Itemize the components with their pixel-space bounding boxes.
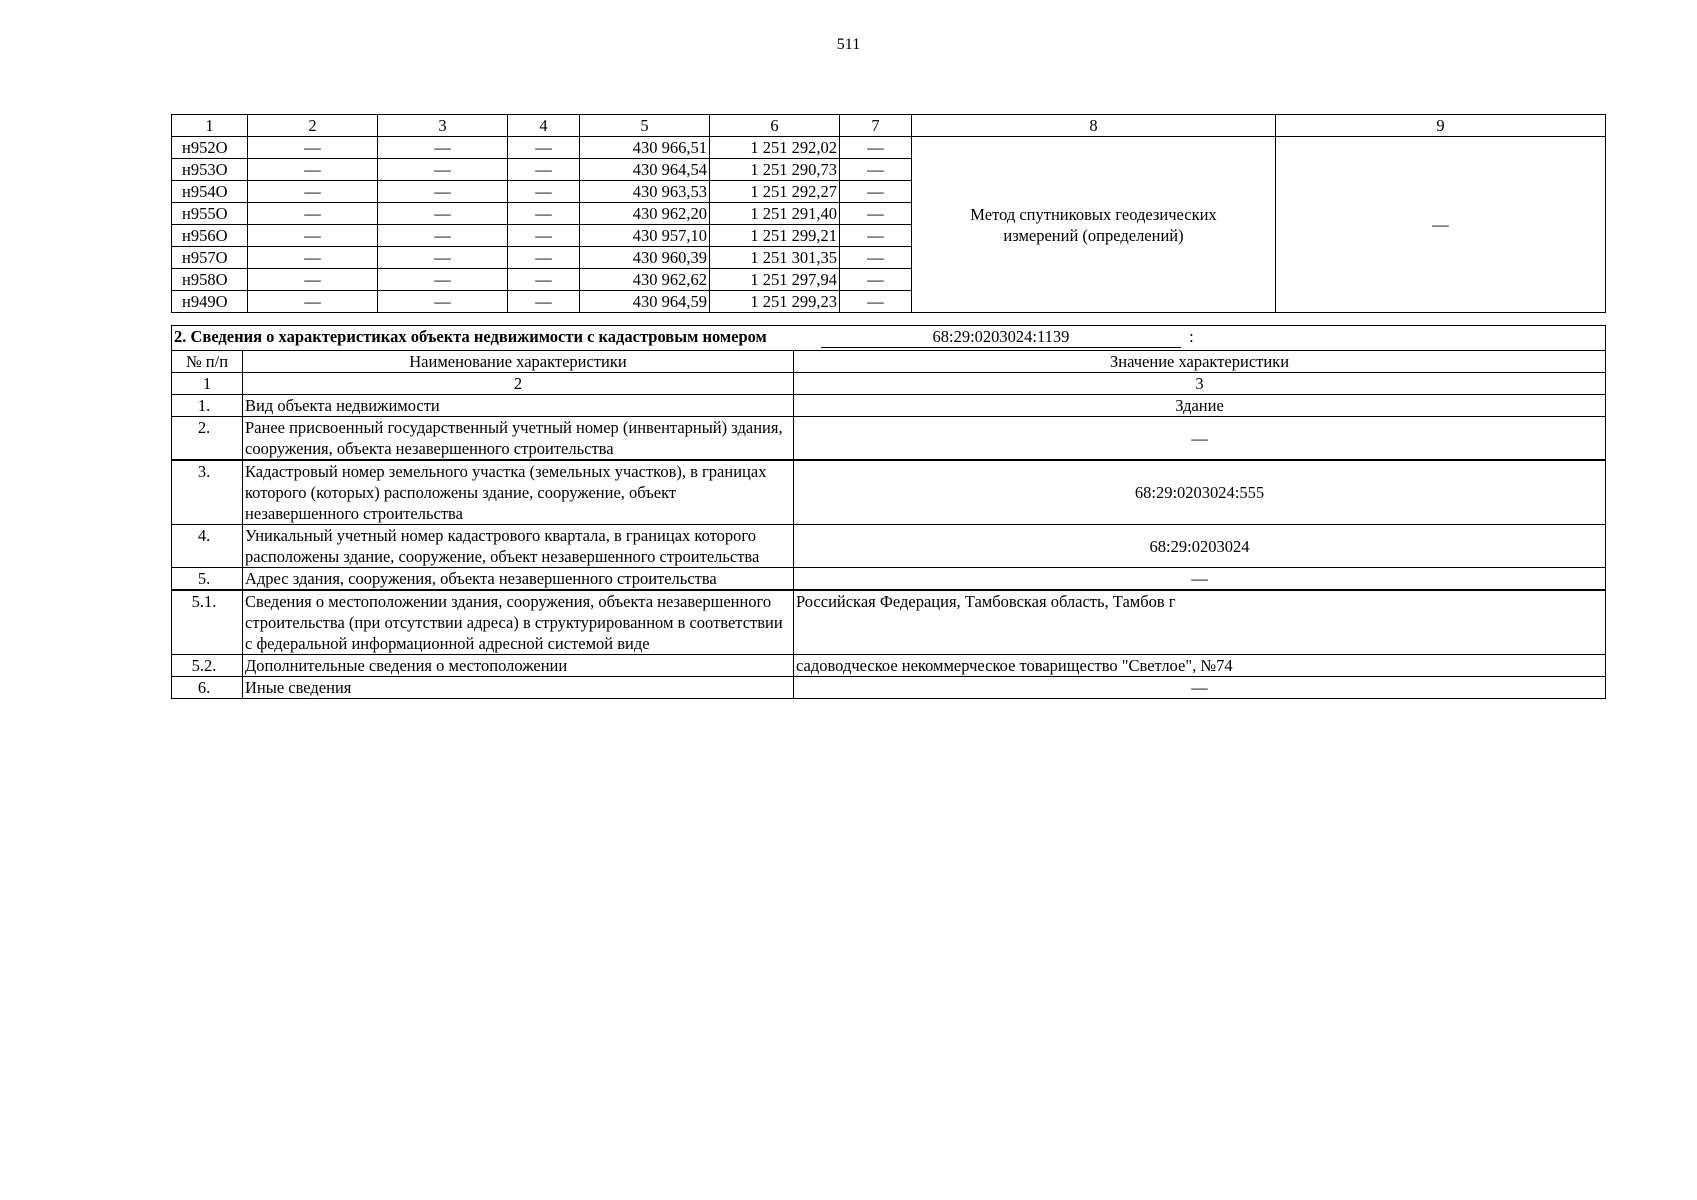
characteristic-value: — [794, 568, 1606, 591]
cell: — [508, 291, 580, 313]
coord-y: 1 251 299,21 [710, 225, 840, 247]
table-row [172, 677, 1606, 699]
col-number: 1 [172, 373, 243, 395]
cell: — [248, 159, 378, 181]
cell: — [840, 159, 912, 181]
cell: — [378, 269, 508, 291]
col-header: 5 [580, 115, 710, 137]
characteristic-value: Российская Федерация, Тамбовская область, Тамбов г [794, 590, 1606, 655]
method-cell: Метод спутниковых геодезических измерений (определений) [912, 137, 1276, 313]
cell: — [378, 137, 508, 159]
characteristic-value: Здание [794, 395, 1606, 417]
characteristic-name: Ранее присвоенный государственный учетный номер (инвентарный) здания, сооружения, объекта незавершенного строительства [243, 417, 794, 461]
characteristic-name: Дополнительные сведения о местоположении [243, 655, 794, 677]
table-row [172, 460, 1606, 525]
section-title-row [172, 326, 1606, 351]
table-row [172, 395, 1606, 417]
col-header: 3 [378, 115, 508, 137]
cell: — [840, 269, 912, 291]
cell: — [840, 137, 912, 159]
coordinates-header-row [172, 115, 1606, 137]
row-number: 5.2. [172, 655, 243, 677]
characteristics-header-row [172, 351, 1606, 373]
coord-x: 430 962,20 [580, 203, 710, 225]
characteristic-name: Сведения о местоположении здания, сооружения, объекта незавершенного строительства (при отсутствии адреса) в структурированном в соответствии с федеральной информационной адресной системой виде [243, 590, 794, 655]
characteristics-table [171, 325, 1606, 699]
coord-x: 430 964,59 [580, 291, 710, 313]
cell: — [378, 181, 508, 203]
characteristic-name: Адрес здания, сооружения, объекта незавершенного строительства [243, 568, 794, 591]
coord-x: 430 966,51 [580, 137, 710, 159]
point-name: н958О [172, 269, 248, 291]
cell: — [248, 291, 378, 313]
coord-x: 430 960,39 [580, 247, 710, 269]
col-header: 7 [840, 115, 912, 137]
cell: — [248, 137, 378, 159]
cell: — [248, 203, 378, 225]
table-row [172, 137, 1606, 159]
cell: — [248, 181, 378, 203]
col-header-num: № п/п [172, 351, 243, 373]
point-name: н955О [172, 203, 248, 225]
coord-y: 1 251 301,35 [710, 247, 840, 269]
coord-x: 430 963,53 [580, 181, 710, 203]
characteristic-name: Уникальный учетный номер кадастрового квартала, в границах которого расположены здание, сооружение, объект незавершенного строительства [243, 525, 794, 568]
cell: — [378, 159, 508, 181]
section-title: 2. Сведения о характеристиках объекта недвижимости с кадастровым номером [174, 327, 767, 346]
coord-y: 1 251 297,94 [710, 269, 840, 291]
point-name: н954О [172, 181, 248, 203]
col-header-value: Значение характеристики [794, 351, 1606, 373]
column-number-row [172, 373, 1606, 395]
row-number: 3. [172, 460, 243, 525]
characteristic-value: садоводческое некоммерческое товарищество "Светлое", №74 [794, 655, 1606, 677]
table-row [172, 525, 1606, 568]
col-header: 8 [912, 115, 1276, 137]
characteristic-value: 68:29:0203024 [794, 525, 1606, 568]
col-header: 4 [508, 115, 580, 137]
point-name: н949О [172, 291, 248, 313]
table-row [172, 568, 1606, 591]
characteristic-value: — [794, 677, 1606, 699]
section-title-cell [172, 326, 1606, 351]
col-number: 2 [243, 373, 794, 395]
cell: — [508, 203, 580, 225]
col-number: 3 [794, 373, 1606, 395]
cell: — [840, 247, 912, 269]
characteristic-name: Вид объекта недвижимости [243, 395, 794, 417]
cell: — [378, 203, 508, 225]
row-number: 5. [172, 568, 243, 591]
cell: — [378, 247, 508, 269]
row-number: 1. [172, 395, 243, 417]
cell: — [378, 291, 508, 313]
characteristic-name: Иные сведения [243, 677, 794, 699]
col-header-name: Наименование характеристики [243, 351, 794, 373]
coordinates-table [171, 114, 1606, 313]
characteristic-name: Кадастровый номер земельного участка (земельных участков), в границах которого (которых) расположены здание, сооружение, объект незавершенного строительства [243, 460, 794, 525]
cell: — [840, 181, 912, 203]
point-name: н956О [172, 225, 248, 247]
cell: — [248, 225, 378, 247]
table-row [172, 417, 1606, 461]
cell: — [508, 181, 580, 203]
coord-x: 430 957,10 [580, 225, 710, 247]
colon: : [1189, 327, 1194, 346]
cell: — [248, 247, 378, 269]
col-header: 6 [710, 115, 840, 137]
cell: — [248, 269, 378, 291]
col-header: 9 [1276, 115, 1606, 137]
table-row [172, 655, 1606, 677]
coord-y: 1 251 291,40 [710, 203, 840, 225]
cell: — [508, 225, 580, 247]
col-header: 2 [248, 115, 378, 137]
coord-x: 430 962,62 [580, 269, 710, 291]
coord-y: 1 251 299,23 [710, 291, 840, 313]
point-name: н953О [172, 159, 248, 181]
cell: — [840, 291, 912, 313]
table-row [172, 590, 1606, 655]
cell: — [508, 159, 580, 181]
point-name: н957О [172, 247, 248, 269]
cadastral-number: 68:29:0203024:1139 [821, 327, 1181, 348]
cell: — [378, 225, 508, 247]
row-number: 4. [172, 525, 243, 568]
row-number: 6. [172, 677, 243, 699]
point-name: н952О [172, 137, 248, 159]
characteristic-value: 68:29:0203024:555 [794, 460, 1606, 525]
coord-y: 1 251 290,73 [710, 159, 840, 181]
cell: — [508, 247, 580, 269]
coord-y: 1 251 292,27 [710, 181, 840, 203]
cell: — [508, 137, 580, 159]
page-number: 511 [836, 36, 861, 53]
coord-x: 430 964,54 [580, 159, 710, 181]
characteristic-value: — [794, 417, 1606, 461]
col9-cell: — [1276, 137, 1606, 313]
coord-y: 1 251 292,02 [710, 137, 840, 159]
cell: — [508, 269, 580, 291]
cell: — [840, 225, 912, 247]
col-header: 1 [172, 115, 248, 137]
row-number: 5.1. [172, 590, 243, 655]
row-number: 2. [172, 417, 243, 461]
cell: — [840, 203, 912, 225]
